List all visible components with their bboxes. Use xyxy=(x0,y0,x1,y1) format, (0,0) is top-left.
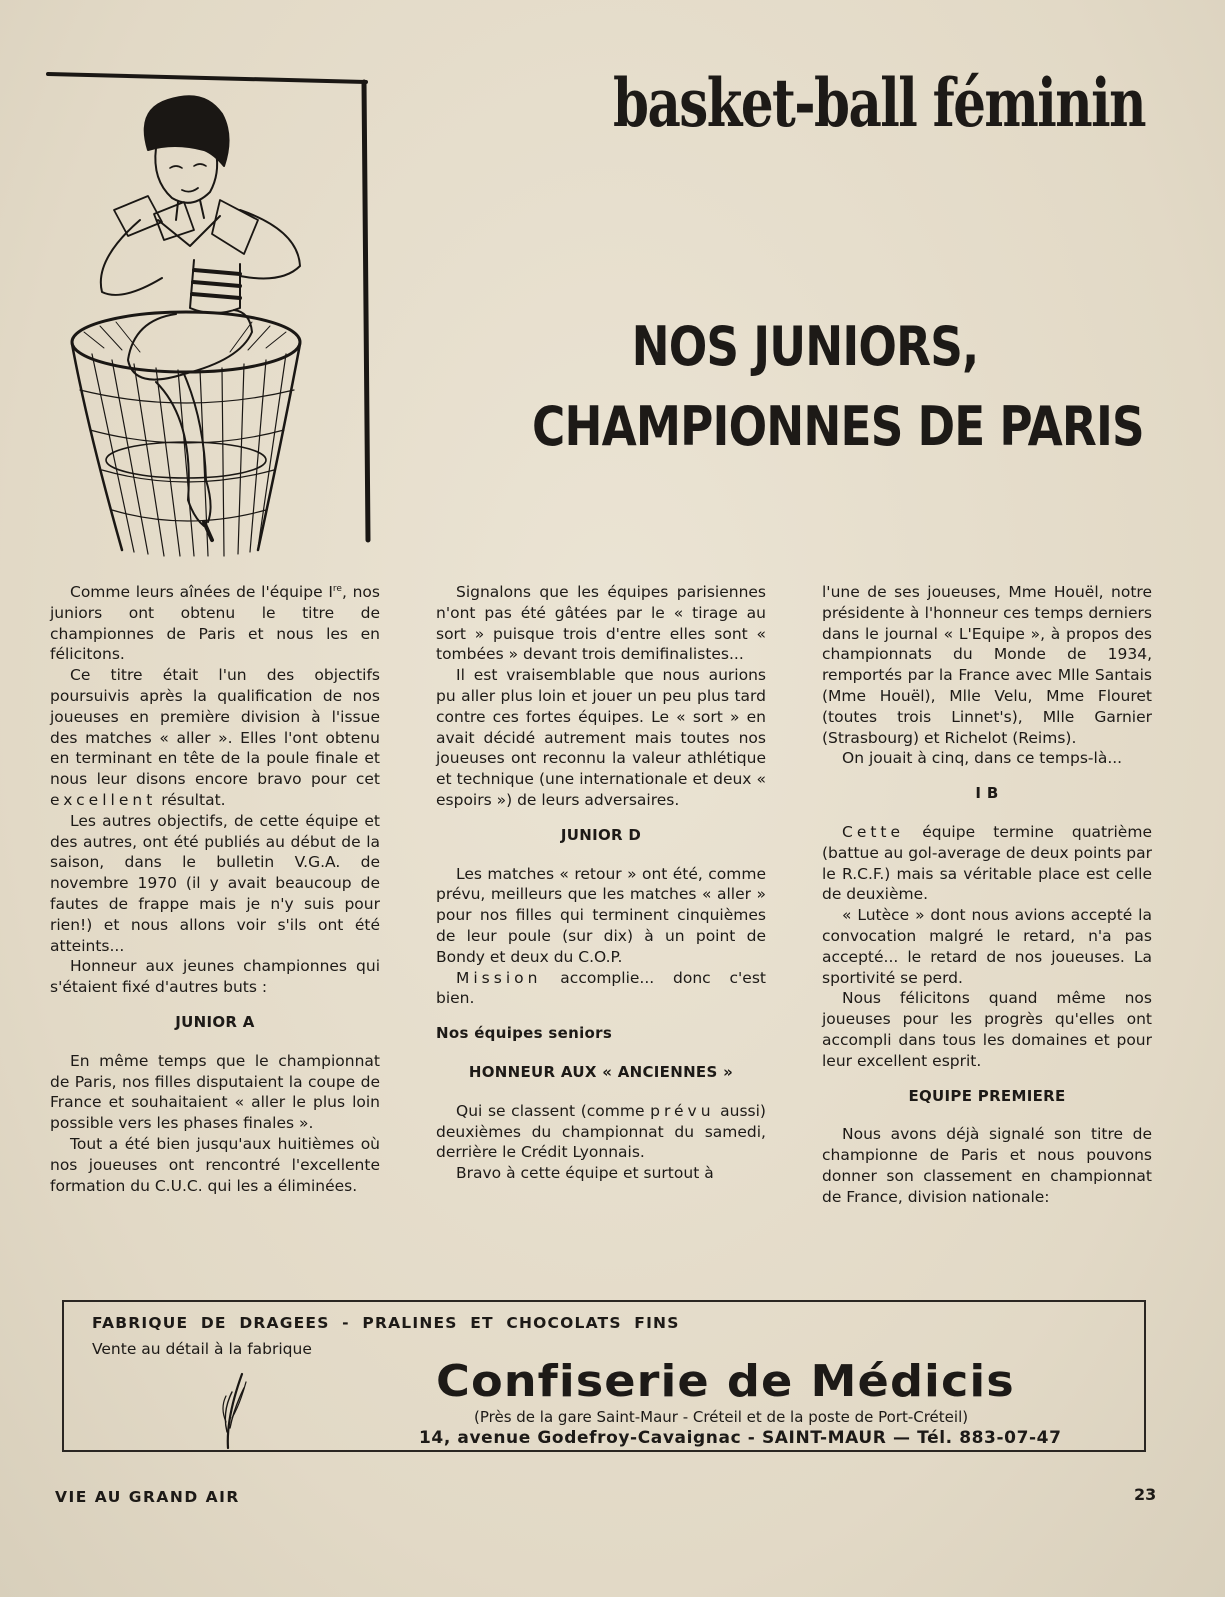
spaced-text: prévu xyxy=(650,1101,715,1120)
ad-retail-note: Vente au détail à la fabrique xyxy=(92,1340,312,1358)
text: aussi) deuxièmes du championnat du samedi, derrière le Crédit Lyonnais. xyxy=(436,1101,766,1162)
headline-line-1: NOS JUNIORS, xyxy=(631,315,979,378)
paragraph: Honneur aux jeunes championnes qui s'étaient fixé d'autres buts : xyxy=(50,957,380,997)
ad-brand-name: Confiserie de Médicis xyxy=(436,1356,1015,1407)
ad-tagline: FABRIQUE DE DRAGEES - PRALINES ET CHOCOLATS FINS xyxy=(92,1314,680,1332)
subheading-equipe-premiere: EQUIPE PREMIERE xyxy=(908,1086,1066,1105)
text: Ce titre était l'un des objectifs poursuivis après la qualification de nos joueuses en première division à l'issue des matches « aller ». Elles l'ont obtenu en terminant en tête de la poule finale et nous leur disons encore bravo pour cet xyxy=(50,666,380,789)
subheading-ib: I B xyxy=(975,784,999,803)
paragraph: Il est vraisemblable que nous aurions pu aller plus loin et jouer un peu plus tard contre ces fortes équipes. Le « sort » en avait décidé autrement mais toutes nos joueuses ont reconnu la valeur athlétique et technique (une internationale et deux « espoirs ») de leurs adversaires. xyxy=(436,666,766,809)
superscript: re xyxy=(332,583,342,594)
paragraph: Nous avons déjà signalé son titre de championne de Paris et nous pouvons donner son classement en championnat de France, division nationale: xyxy=(822,1125,1152,1206)
ad-location: (Près de la gare Saint-Maur - Créteil et de la poste de Port-Créteil) xyxy=(474,1408,969,1426)
text: , nos juniors ont obtenu le titre de championnes de Paris et nous les en félicitons. xyxy=(50,583,380,664)
basketball-girl-illustration xyxy=(44,70,384,570)
paragraph xyxy=(822,822,1152,905)
confiserie-advertisement xyxy=(62,1300,1146,1452)
paragraph xyxy=(436,968,766,1010)
paragraph: l'une de ses joueuses, Mme Houël, notre présidente à l'honneur ces temps derniers dans le journal « L'Equipe », à propos des championnats du Monde de 1934, remportés par la France avec Mlle Santais (Mme Houël), Mlle Velu, Mme Flouret (toutes trois Linnet's), Mlle Garnier (Strasbourg) et Richelot (Reims). xyxy=(822,583,1152,747)
paragraph xyxy=(50,665,380,811)
paragraph xyxy=(50,582,380,665)
text: Comme leurs aînées de l'équipe I xyxy=(70,583,333,601)
article-column-3 xyxy=(822,582,1152,1208)
spaced-text: excellent xyxy=(50,790,157,809)
paragraph: Bravo à cette équipe et surtout à xyxy=(456,1164,714,1183)
page-number: 23 xyxy=(1134,1485,1157,1504)
subheading-seniors: Nos équipes seniors xyxy=(436,1024,613,1043)
article-column-1 xyxy=(50,582,380,1196)
subheading-honneur: HONNEUR AUX « ANCIENNES » xyxy=(468,1062,734,1081)
article-column-2 xyxy=(436,582,766,1184)
paragraph: Signalons que les équipes parisiennes n'ont pas été gâtées par le « tirage au sort » puisque trois d'entre elles sont « tombées » devant trois demifinalistes... xyxy=(436,583,766,664)
paragraph: « Lutèce » dont nous avions accepté la convocation malgré le retard, n'a pas accepté... le retard de nos joueuses. La sportivité se perd. xyxy=(822,906,1152,987)
publication-name: VIE AU GRAND AIR xyxy=(55,1488,240,1506)
section-title: basket-ball féminin xyxy=(613,64,1145,142)
paragraph: En même temps que le championnat de Paris, nos filles disputaient la coupe de France et souhaitaient « aller le plus loin possible vers les phases finales ». xyxy=(50,1051,380,1133)
text: résultat. xyxy=(161,790,226,809)
paragraph: On jouait à cinq, dans ce temps-là... xyxy=(842,749,1123,768)
text: Qui se classent (comme xyxy=(456,1101,645,1120)
spaced-text: Mission xyxy=(456,968,542,987)
paragraph: Nous félicitons quand même nos joueuses pour les progrès qu'elles ont accompli dans tous les domaines et pour leur excellent esprit. xyxy=(822,989,1152,1070)
paragraph: Tout a été bien jusqu'aux huitièmes où nos joueuses ont rencontré l'excellente formation du C.U.C. qui les a éliminées. xyxy=(50,1134,380,1195)
headline-line-2: CHAMPIONNES DE PARIS xyxy=(532,395,1144,458)
spaced-text: Cette xyxy=(842,822,905,841)
paragraph: Les autres objectifs, de cette équipe et des autres, ont été publiés au début de la saison, dans le bulletin V.G.A. de novembre 1970 (il y avait beaucoup de fautes de frappe mais je n'y suis pour rien!) et nous allons voir s'ils ont été atteints... xyxy=(50,811,380,955)
ad-address-phone: 14, avenue Godefroy-Cavaignac - SAINT-MAUR — Tél. 883-07-47 xyxy=(419,1428,1062,1448)
text: accomplie... donc c'est bien. xyxy=(436,968,766,1008)
subheading-junior-a: JUNIOR A xyxy=(175,1012,255,1031)
paragraph xyxy=(436,1101,766,1163)
feather-icon xyxy=(214,1368,254,1450)
paragraph: Les matches « retour » ont été, comme prévu, meilleurs que les matches « aller » pour nos filles qui terminent cinquièmes de leur poule (sur dix) à un point de Bondy et deux du C.O.P. xyxy=(436,864,766,966)
subheading-junior-d: JUNIOR D xyxy=(560,825,642,844)
text: équipe termine quatrième (battue au gol-average de deux points par le R.C.F.) mais sa véritable place est celle de deuxième. xyxy=(822,822,1152,904)
